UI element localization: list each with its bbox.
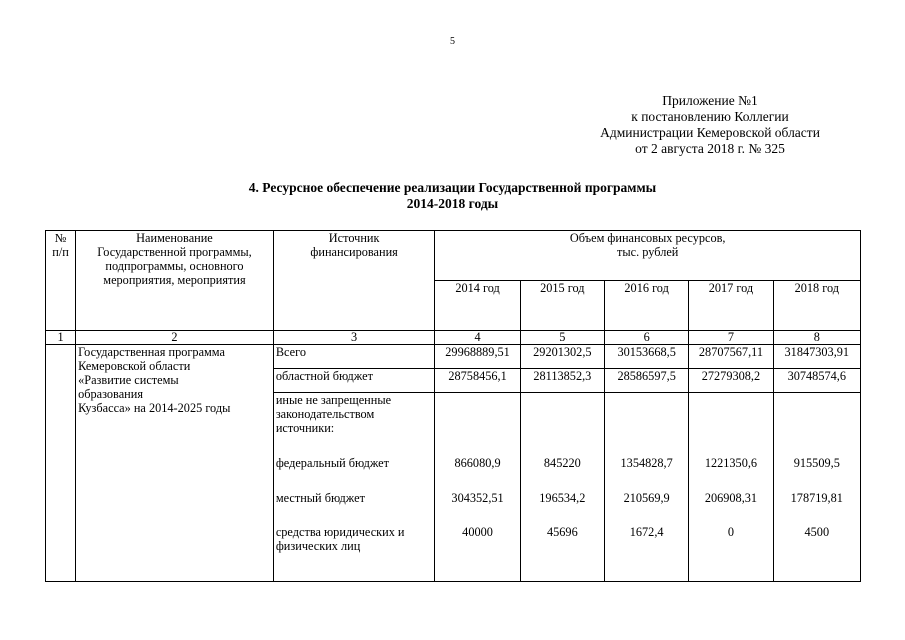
program-name-line: Государственная программа [78, 345, 225, 359]
header-year: 2016 год [605, 281, 689, 331]
value-stack [605, 393, 689, 582]
header-volume [435, 231, 861, 281]
source-other-line: источники: [275, 421, 335, 435]
column-number: 8 [773, 331, 860, 345]
header-year: 2018 год [773, 281, 860, 331]
source-legal-line: средства юридических и [275, 525, 405, 539]
source-local: местный бюджет [275, 491, 365, 505]
program-name-line: «Развитие системы [78, 373, 179, 387]
value-cell: 304352,51 [451, 491, 504, 505]
program-name-line: Кузбасса» на 2014-2025 годы [78, 401, 231, 415]
value-cell: 28758456,1 [435, 369, 520, 393]
appendix-line-4: от 2 августа 2018 г. № 325 [635, 141, 785, 156]
value-cell: 210569,9 [623, 491, 670, 505]
header-year: 2015 год [520, 281, 604, 331]
source-legal-line: физических лиц [275, 539, 361, 553]
header-year: 2017 год [689, 281, 773, 331]
value-stack [773, 393, 860, 582]
value-cell: 29968889,51 [435, 345, 520, 369]
value-cell: 1221350,6 [704, 456, 758, 470]
value-cell: 866080,9 [454, 456, 501, 470]
header-volume-line: Объем финансовых ресурсов, [569, 231, 726, 245]
header-source [273, 231, 435, 331]
value-cell: 30153668,5 [605, 345, 689, 369]
column-number: 7 [689, 331, 773, 345]
header-source-line: Источник [328, 231, 380, 245]
header-source-line: финансирования [310, 245, 398, 259]
value-cell: 0 [727, 525, 735, 539]
column-number: 4 [435, 331, 520, 345]
resource-table [45, 230, 861, 582]
source-total: Всего [273, 345, 435, 369]
column-number: 6 [605, 331, 689, 345]
header-number-line: п/п [52, 245, 69, 259]
column-number: 2 [76, 331, 274, 345]
value-cell: 28113852,3 [520, 369, 604, 393]
program-name-line: Кемеровской области [78, 359, 191, 373]
header-name-line: подпрограммы, основного [105, 259, 244, 273]
value-cell: 178719,81 [790, 491, 843, 505]
table-row-total [46, 345, 861, 369]
column-number: 5 [520, 331, 604, 345]
header-name-line: Наименование [136, 231, 213, 245]
source-other-line: иные не запрещенные [275, 393, 392, 407]
source-other [273, 393, 435, 582]
value-cell: 206908,31 [704, 491, 758, 505]
header-name-line: Государственной программы, [97, 245, 252, 259]
row-number-cell [46, 345, 76, 582]
header-number [46, 231, 76, 331]
program-name-line: образования [78, 387, 143, 401]
source-federal: федеральный бюджет [275, 456, 390, 470]
program-name-cell [76, 345, 274, 582]
column-number: 1 [46, 331, 76, 345]
page-number: 5 [450, 36, 455, 47]
header-name [76, 231, 274, 331]
value-stack [435, 393, 520, 582]
source-regional: областной бюджет [273, 369, 435, 393]
value-cell: 40000 [462, 525, 493, 539]
appendix-line-3: Администрации Кемеровской области [600, 125, 820, 140]
value-cell: 915509,5 [793, 456, 840, 470]
column-number: 3 [273, 331, 435, 345]
value-cell: 1354828,7 [620, 456, 673, 470]
value-cell: 28707567,11 [689, 345, 773, 369]
value-cell: 196534,2 [539, 491, 586, 505]
document-title [0, 180, 905, 212]
value-stack [520, 393, 604, 582]
header-volume-line: тыс. рублей [617, 245, 679, 259]
value-cell: 28586597,5 [605, 369, 689, 393]
header-row-top [46, 231, 861, 281]
value-stack [689, 393, 773, 582]
header-number-line: № [54, 231, 67, 245]
value-cell: 29201302,5 [520, 345, 604, 369]
value-cell: 845220 [543, 456, 581, 470]
header-name-line: мероприятия, мероприятия [103, 273, 246, 287]
appendix-line-2: к постановлению Коллегии [631, 109, 789, 124]
value-cell: 45696 [546, 525, 578, 539]
value-cell: 30748574,6 [773, 369, 860, 393]
title-line-1: 4. Ресурсное обеспечение реализации Государственной программы [248, 180, 657, 195]
value-cell: 1672,4 [629, 525, 664, 539]
value-cell: 31847303,91 [773, 345, 860, 369]
value-cell: 27279308,2 [689, 369, 773, 393]
appendix-line-1: Приложение №1 [662, 93, 758, 108]
value-cell: 4500 [804, 525, 830, 539]
title-line-2: 2014-2018 годы [406, 196, 499, 211]
column-number-row [46, 331, 861, 345]
appendix-block [580, 93, 840, 157]
header-year: 2014 год [435, 281, 520, 331]
source-other-line: законодательством [275, 407, 375, 421]
